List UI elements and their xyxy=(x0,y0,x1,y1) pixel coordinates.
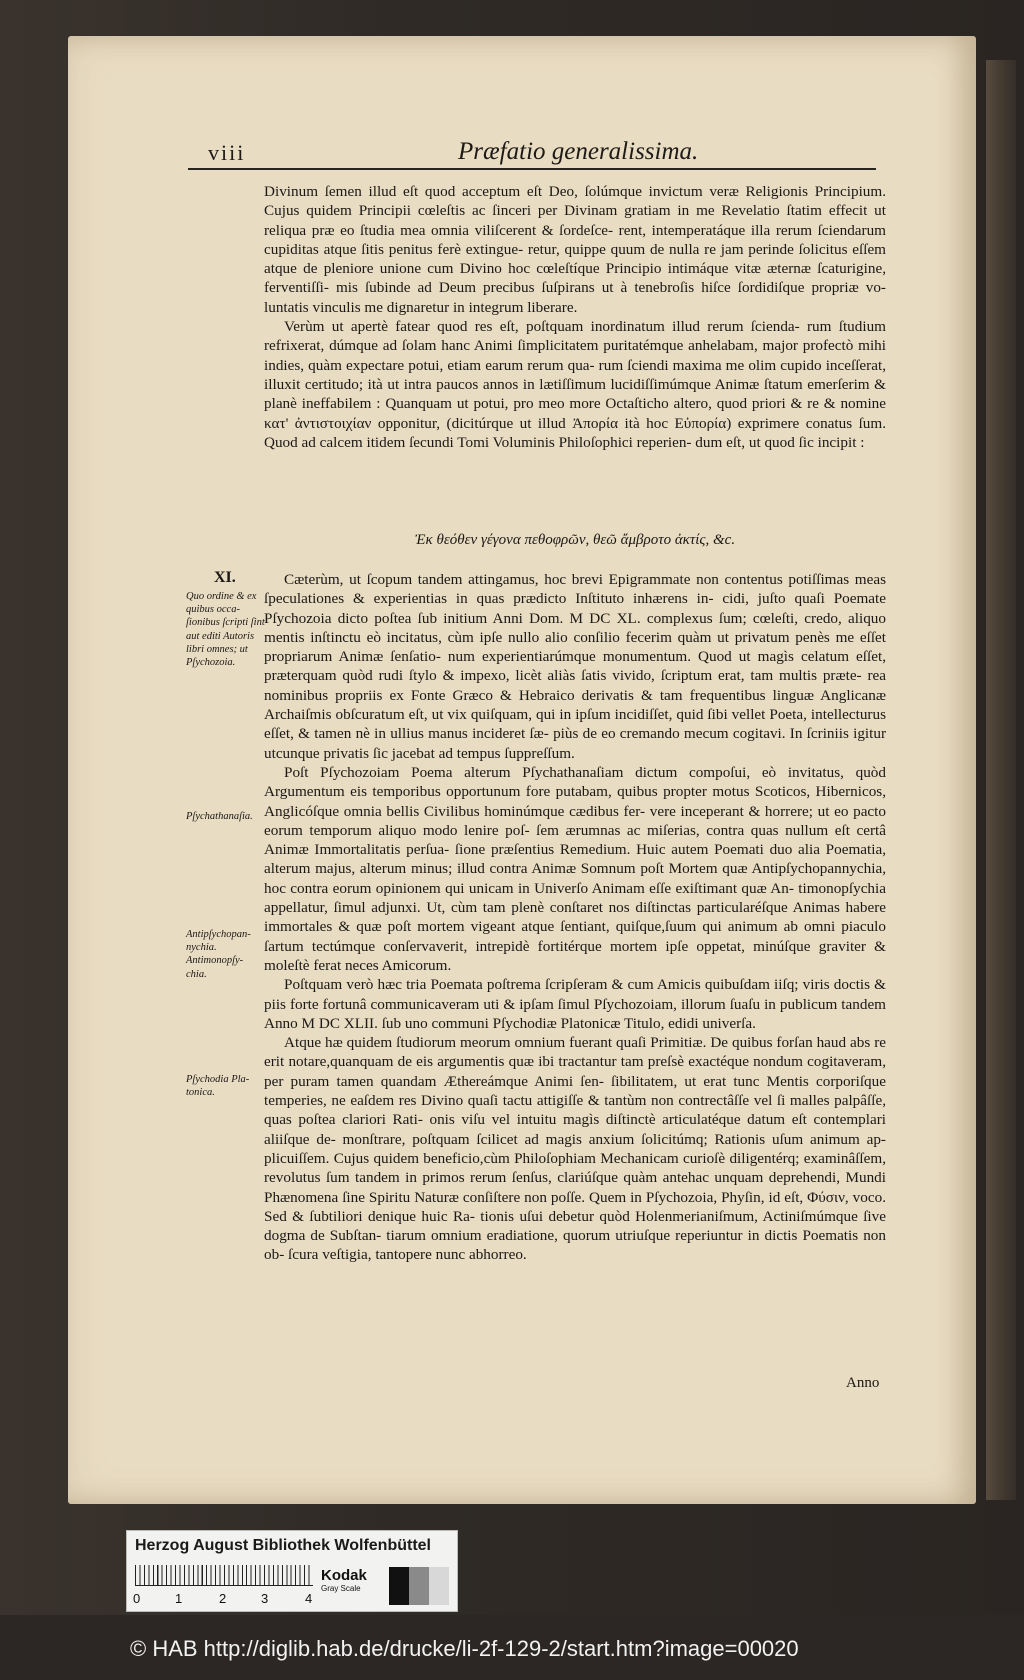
marginal-note: Antipſychopan- nychia. Antimonopſy- chia. xyxy=(186,929,251,980)
paragraph: Verùm ut apertè fatear quod res eſt, poſtquam inordinatum illud rerum ſcienda- rum ſtudium refrixerat, dúmque ad ſolam hanc Animi ſimplicitatem puritatémque anhelabam, major profectò mihi indies, quàm expectare potui, etiam earum rerum qua- rum ſciendi maxima me olim cupido inceſſerat, illuxit certitudo; ità ut intra paucos annos in lætiſſimum lucidiſſimúmque Animæ ſtatum emerſerim & planè ineffabilem : Quanquam ut potui, pro meo more Octaſticho altero, quod priori & re & nomine κατ' ἀντιστοιχίαν opponitur, (dicitúrque ut illud Ἀπορία ità hoc Εὐπορία) exprimere conatus ſum. Quod ad calcem itidem ſecundi Tomi Voluminis Philoſophici reperien- dum eſt, ut quod ſic incipit : xyxy=(264,318,886,451)
gray-swatch xyxy=(409,1567,429,1605)
section-numeral: XI. xyxy=(214,569,236,586)
copyright-url: © HAB http://diglib.hab.de/drucke/li-2f-129-2/start.htm?image=00020 xyxy=(130,1636,799,1661)
ruler-number: 4 xyxy=(305,1591,313,1606)
page-edge xyxy=(986,60,1016,1500)
header-rule xyxy=(188,168,876,170)
gray-swatch xyxy=(389,1567,409,1605)
marginal-note: Pſychathanaſia. xyxy=(186,811,253,822)
marginal-note: Pſychodia Pla- tonica. xyxy=(186,1074,250,1099)
paragraph: Atque hæ quidem ſtudiorum meorum omnium fuerant quaſi Primitiæ. De quibus forſan haud abs re erit notare,quanquam de eis argumentis quæ ibi tractantur tam preſsè exactéque nondum cogitaveram, per puram tamen quandam Æthereámque Animi ſen- ſibilitatem, ut erat tunc Mentis corporiſque temperies, ne eaſdem res Divino quaſi tactu attigiſſe & tantùm non contrectâſſe vel ſi malles palpâſſe, quas poſtea clariori Rati- onis viſu vel intuitu magìs diſtinctè articulatéque datum eſt contemplari aliiſque de- monſtrare, poſtquam ſcilicet ad magis anxium ſolicitúmq; Rationis uſum animum ap- plicuiſſem. Cujus quidem beneficio,cùm Philoſophiam Mechanicam curioſè diligentérq; examinâſſem, revolutus ſum tandem in primos rerum ſenſus, clariúſque quàm antehac unquam deprehendi, Mundi Phænomena ſine Spiritu Naturæ conſiſtere non poſſe. Quem in Pſychozoia, Phyſin, id eſt, Φύσιν, voco. Sed & ſubtiliori denique huic Ra- tionis uſui debetur quòd Holenmerianiſmum, Actiniſmúmque ſive dogma de Subſtan- tiarum omnium eradiatione, quorum utriuſque reperiuntur in dictis Poematis non ob- ſcura veſtigia, tantopere nunc abhorreo. xyxy=(264,1034,886,1264)
ruler-scale xyxy=(135,1565,313,1586)
footer-bar xyxy=(0,1618,1024,1680)
color-card xyxy=(126,1530,458,1612)
kodak-label xyxy=(321,1567,383,1605)
card-title: Herzog August Bibliothek Wolfenbüttel xyxy=(135,1537,431,1554)
running-header xyxy=(188,134,878,174)
kodak-logo: Kodak xyxy=(321,1567,367,1584)
gray-swatch xyxy=(429,1567,449,1605)
page-number: viii xyxy=(208,140,246,165)
gray-scale-label: Gray Scale xyxy=(321,1584,361,1593)
paragraph: Cæterùm, ut ſcopum tandem attingamus, hoc brevi Epigrammate non contentus potiſſimas meas ſpeculationes & experientias in quas prædicto Inſtituto inhærens in- cidi, juſto quaſi Poemate Pſychozoia dicto poſtea ſub initium Anni Dom. M DC XL. complexus ſum; cœleſti, credo, aliquo mentis inſtinctu eò incitatus, cùm ipſe nullo alio conſilio fecerim quàm ut privatum penès me eſſet propriarum Animæ ſenſatio- num experientiarúmque monumentum. Quod ut magìs celatum eſſet, præterquam quòd rudi ſtylo & impexo, licèt aliàs ſatis vivido, ſcriptum erat, tam multis præte- rea nominibus propriis ex Fonte Græco & Hebraico derivatis & tam frequentibus linguæ Anglicanæ Archaiſmis obſcuratum eſt, ut vix quiſquam, qui in ipſum incidiſſet, quid ſibi vellet Poeta, intellecturus eſſet, & tamen nè in ullius manus incideret ſæ- piùs de eo cremando mecum cogitavi. In ſcriniis igitur utcunque privatis ſic jacebat ad tempus ſuppreſſum. xyxy=(264,571,886,762)
greek-quote: Ἐκ θεόθεν γέγονα πεθοφρῶν, θεῶ ἄμβροτο ἀκτίς, &c. xyxy=(414,532,736,548)
ruler-number: 1 xyxy=(175,1591,183,1606)
paragraph: Divinum ſemen illud eſt quod acceptum eſt Deo, ſolúmque invictum veræ Religionis Principium. Cujus quidem Principii cœleſtis ac ſinceri per Divinam gratiam in me Revelatio ſtatim effecit ut reliqua præ eo ſtudia mea omnia viliſcerent & ſordeſce- rent, intemperatáque illa rerum ſciendarum cupiditas atque ſitis penitus ferè extingue- retur, quippe quum de nulla re jam perinde ſolicitus eſſem atque de pleniore unione cum Divino hoc cœleſtíque Principio intimáque vitæ æternæ ſcaturigine, ferventiſſi- mis ſubinde ad Deum precibus ſuſpirans ut à tenebroſis hiſce ſordidiſque propriæ vo- luntatis vinculis me dignaretur in integrum liberare. xyxy=(264,183,886,316)
marginal-note: Quo ordine & ex quibus occa- ſionibus ſcripti ſint aut editi Autoris libri omnes; ut Pſychozoia. xyxy=(186,591,265,669)
page-title: Præfatio generalissima. xyxy=(458,138,699,165)
gray-swatches xyxy=(389,1567,449,1605)
body-text-main xyxy=(264,570,886,1265)
ruler-number: 3 xyxy=(261,1591,269,1606)
ruler-number: 2 xyxy=(219,1591,227,1606)
ruler-number: 0 xyxy=(133,1591,141,1606)
paragraph: Poſt Pſychozoiam Poema alterum Pſychathanaſiam dictum compoſui, eò invitatus, quòd Argumentum eis temporibus opportunum fore putabam, quibus propter motus Scoticos, Hibernicos, Anglicóſque omnia bellis Civilibus hominúmque cædibus fer- vere inceperant & horrere; ut eo pacto eorum temporum aliquo modo lenire poſ- ſem ærumnas ac miſerias, contra quas nullum eſt certâ Animæ Immortalitatis perſua- ſione præſentius Remedium. Huic autem Poemati duo alia Poematia, alterum majus, alterum minus; illud contra Animæ Somnum poſt Mortem quæ Antipſychopannychia, hoc contra eorum opinionem qui unicam in Univerſo Animam eſſe exiſtimant quæ An- timonopſychia appellatur, ſimul adjunxi. Ut, cùm tam plenè conſtaret nos diſtinctas particularéſque Animas habere immortales & quæ poſt mortem vigeant atque ſentiant, quiſque,ſuum qui animum ab omni piaculo ſartum tectúmque conſervaverit, intrepidè fortitérque mortem ipſe oppetat, minúſque graviter & moleſtè ferat neces Amicorum. xyxy=(264,763,886,974)
paragraph: Poſtquam verò hæc tria Poemata poſtrema ſcripſeram & cum Amicis quibuſdam iiſq; viris doctis & piis forte fortunâ communicaveram uti & ipſam ſimul Pſychozoiam, illorum ſuaſu in publicum tandem Anno M DC XLII. ſub uno communi Pſychodiæ Platonicæ Titulo, edidi univerſa. xyxy=(264,976,886,1032)
catchword: Anno xyxy=(846,1375,880,1391)
body-text-top xyxy=(264,182,886,452)
